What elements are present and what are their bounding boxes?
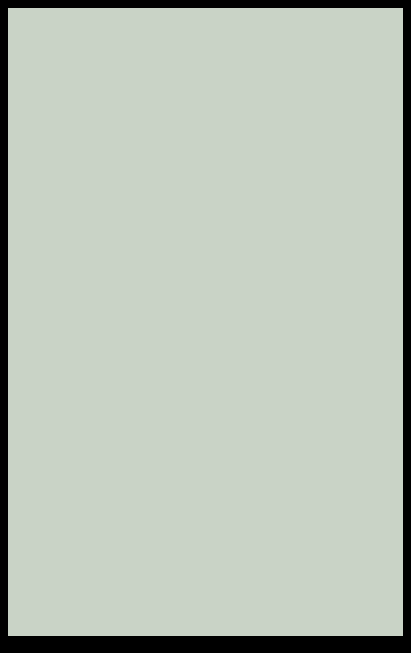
footer-bar	[0, 638, 411, 653]
